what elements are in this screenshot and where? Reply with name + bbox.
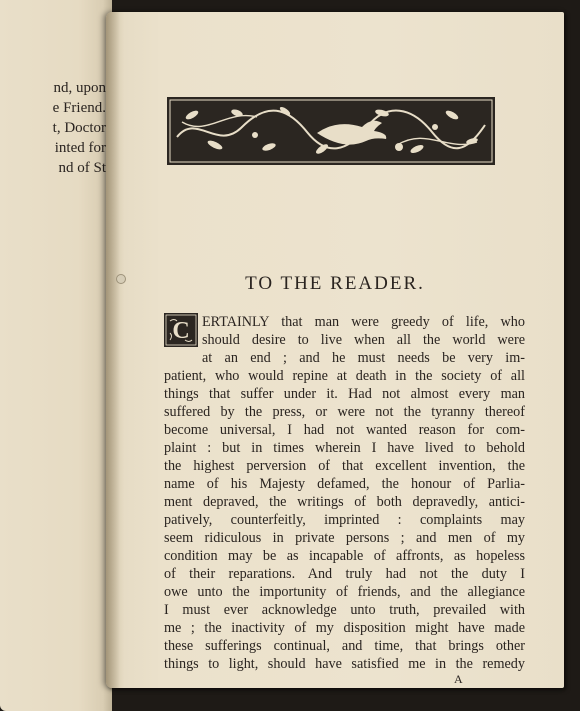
text-line: at an end ; and he must needs be very im- (202, 350, 525, 366)
text-line: plaint : but in times wherein I have lived to behold (164, 440, 525, 456)
text-line: suffered by the press, or were not the tyranny thereof (164, 404, 525, 420)
page-gutter (106, 12, 120, 688)
text-line: condition may be as incapable of affronts, as hopeless (164, 548, 525, 564)
text-line: name of his Majesty defamed, the honour of Parlia- (164, 476, 525, 492)
text-line: ERTAINLY that man were greedy of life, who (202, 314, 525, 330)
signature-mark: A (454, 672, 463, 686)
left-page-line: inted for (54, 140, 106, 156)
text-line: ment depraved, the writings of both depravedly, antici- (164, 494, 525, 510)
text-line: the highest perversion of that excellent invention, the (164, 458, 525, 474)
text-line: should desire to live when all the world were (202, 332, 525, 348)
text-line: things to light, should have satisfied me in the remedy (164, 656, 525, 672)
ornamental-headpiece (167, 97, 495, 165)
drop-cap-initial (164, 313, 198, 347)
text-line: things that suffer under it. Had not almost every man (164, 386, 525, 402)
text-line: me ; the inactivity of my disposition might have made (164, 620, 525, 636)
left-page-line: e Friend. (52, 100, 106, 116)
left-page-line: nd, upon (53, 80, 106, 96)
left-page (0, 0, 112, 711)
text-line: I must ever acknowledge unto truth, prevailed with (164, 602, 525, 618)
chapter-title: TO THE READER. (245, 273, 425, 294)
text-line: these sufferings continual, and time, that brings other (164, 638, 525, 654)
text-line: patively, counterfeitly, imprinted : complaints may (164, 512, 525, 528)
text-line: patient, who would repine at death in the society of all (164, 368, 525, 384)
left-page-line: t, Doctor (52, 120, 106, 136)
text-line: owe unto the importunity of friends, and the allegiance (164, 584, 525, 600)
text-line: of their reparations. And truly had not the duty I (164, 566, 525, 582)
left-page-line: nd of St (58, 160, 106, 176)
drop-cap-letter: C (172, 318, 190, 344)
text-line: seem ridiculous in private persons ; and men of my (164, 530, 525, 546)
right-page (106, 12, 564, 688)
text-line: become universal, I had not wanted reason for com- (164, 422, 525, 438)
